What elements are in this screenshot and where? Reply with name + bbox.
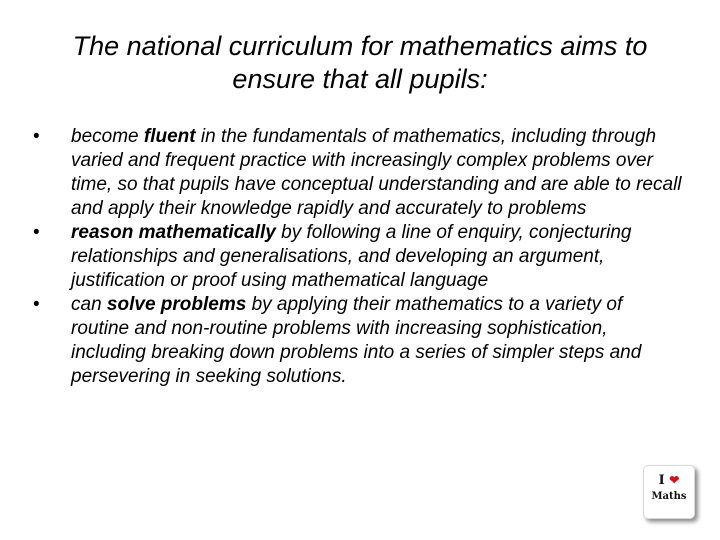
slide-title [20, 30, 700, 96]
bullet-text-pre: can [71, 294, 107, 315]
list-item [30, 125, 685, 221]
list-item [30, 221, 685, 293]
bullet-text-post: by applying their mathematics to a variety of routine and non-routine problems with increasing sophistication, including breaking down problems into a series of simpler steps and persevering in seeking solutions. [71, 294, 642, 387]
bullet-icon: • [33, 126, 40, 147]
aims-list [30, 125, 685, 389]
bullet-keyword: reason mathematically [71, 222, 276, 243]
heart-icon: ❤ [669, 473, 680, 487]
bullet-icon: • [33, 222, 40, 243]
title-line-2: ensure that all pupils: [232, 64, 488, 94]
bullet-text-post: in the fundamentals of mathematics, including through varied and frequent practice with increasingly complex problems over time, so that pupils have conceptual understanding and are able to recall and apply their knowledge rapidly and accurately to problems [71, 126, 682, 219]
bullet-text-post: by following a line of enquiry, conjecturing relationships and generalisations, and developing an argument, justification or proof using mathematical language [71, 222, 632, 291]
i-love-maths-logo [643, 465, 695, 519]
bullet-text-pre: become [71, 126, 144, 147]
list-item [30, 293, 685, 389]
bullet-icon: • [33, 294, 40, 315]
logo-letter: I [658, 473, 665, 488]
logo-word: Maths [651, 491, 687, 502]
bullet-keyword: solve problems [106, 294, 247, 315]
title-line-1: The national curriculum for mathematics aims to [72, 31, 648, 61]
logo-top-row [644, 473, 694, 488]
bullet-keyword: fluent [143, 126, 196, 147]
